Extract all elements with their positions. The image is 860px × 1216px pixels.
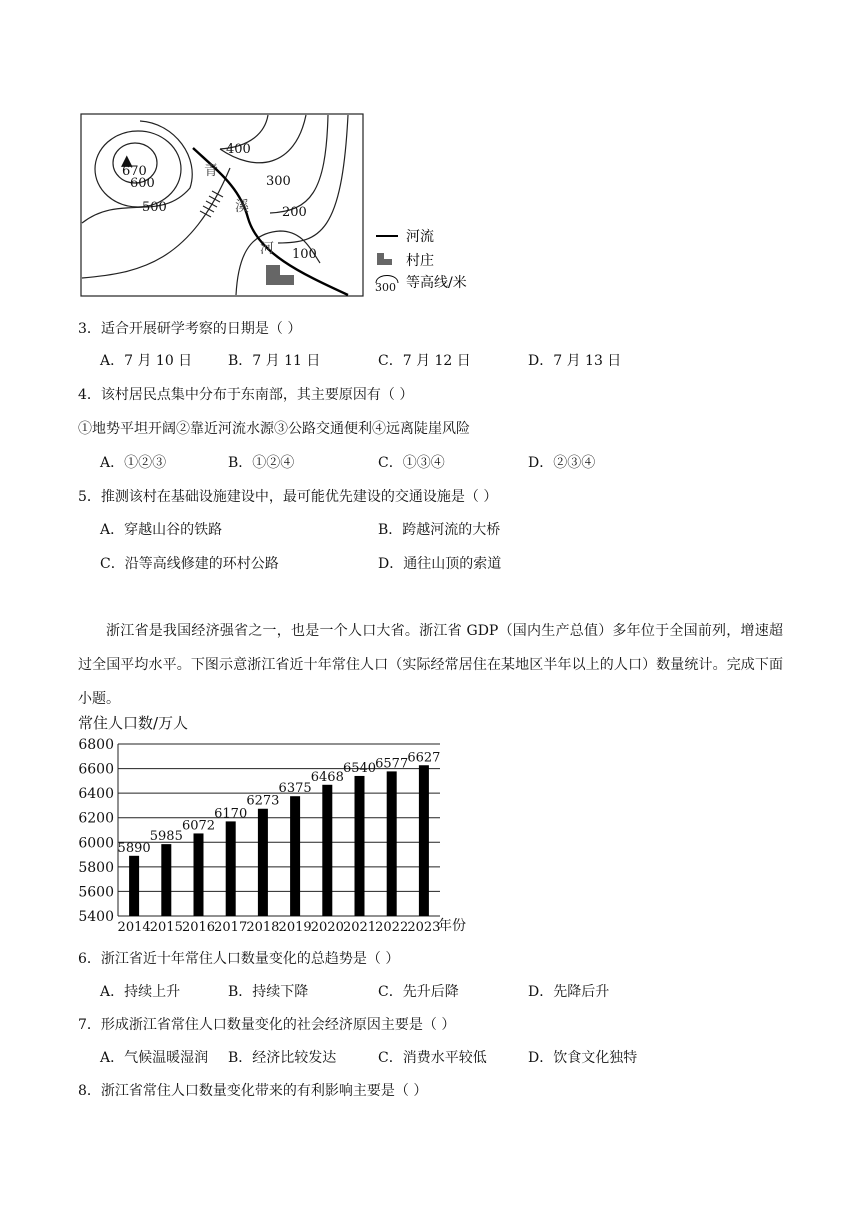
topographic-map <box>80 113 490 299</box>
bar-value-label: 6273 <box>246 793 280 809</box>
zhejiang-intro-paragraph: 浙江省是我国经济强省之一，也是一个人口大省。浙江省 GDP（国内生产总值）多年位于全国前列，增速超过全国平均水平。下图示意浙江省近十年常住人口（实际经常居住在某地区半年以上的人口）数量统计。完成下面小题。 <box>78 623 783 707</box>
chart-y-axis-label: 常住人口数/万人 <box>78 714 189 732</box>
question-5-stem: 5．推测该村在基础设施建设中，最可能优先建设的交通设施是（ ） <box>78 489 498 505</box>
bar-2014 <box>129 856 139 916</box>
x-tick-label: 2023 <box>407 920 441 935</box>
bar-value-label: 6577 <box>375 756 409 772</box>
label-100: 100 <box>292 247 317 262</box>
bar-value-label: 6540 <box>342 760 377 776</box>
bar-value-label: 6072 <box>181 818 216 834</box>
q4-option-a[interactable]: A．①②③ <box>100 455 167 471</box>
bar-value-label: 6375 <box>278 781 312 797</box>
q3-option-c[interactable]: C．7 月 12 日 <box>378 353 471 369</box>
q4-option-c[interactable]: C．①③④ <box>378 455 445 471</box>
legend-village-icon <box>377 253 392 265</box>
bar-value-label: 5985 <box>149 829 183 845</box>
q4-option-d[interactable]: D．②③④ <box>528 455 596 471</box>
y-tick-label: 6400 <box>78 786 114 803</box>
q4-option-b[interactable]: B．①②④ <box>228 455 295 471</box>
question-3-stem: 3．适合开展研学考察的日期是（ ） <box>78 321 302 337</box>
legend-river-label: 河流 <box>406 229 434 245</box>
bar-2022 <box>387 771 397 916</box>
x-tick-label: 2018 <box>246 920 280 935</box>
q5-option-b[interactable]: B．跨越河流的大桥 <box>378 522 501 538</box>
q5-option-d[interactable]: D．通往山顶的索道 <box>378 556 502 572</box>
question-8-stem: 8．浙江省常住人口数量变化带来的有利影响主要是（ ） <box>78 1083 428 1099</box>
q7-option-d[interactable]: D．饮食文化独特 <box>528 1050 638 1066</box>
label-200: 200 <box>282 205 307 220</box>
y-tick-label: 5400 <box>78 909 114 925</box>
river-char-he: 河 <box>260 241 274 257</box>
question-4-stem: 4．该村居民点集中分布于东南部，其主要原因有（ ） <box>78 387 414 403</box>
q3-option-b[interactable]: B．7 月 11 日 <box>228 353 321 369</box>
bar-value-label: 6468 <box>310 769 344 785</box>
label-600: 600 <box>130 176 155 191</box>
bar-value-label: 6627 <box>407 750 441 766</box>
x-tick-label: 2015 <box>149 920 183 935</box>
bar-2018 <box>258 809 268 916</box>
q6-option-d[interactable]: D．先降后升 <box>528 984 610 1000</box>
legend-contour-label: 等高线/米 <box>406 275 467 291</box>
y-tick-label: 6600 <box>78 761 114 778</box>
x-tick-label: 2022 <box>375 920 409 935</box>
bar-2023 <box>419 765 429 916</box>
label-400: 400 <box>226 142 251 157</box>
q7-option-a[interactable]: A．气候温暖湿润 <box>100 1050 209 1066</box>
chart-x-axis-label: 年份 <box>438 918 466 934</box>
question-7-stem: 7．形成浙江省常住人口数量变化的社会经济原因主要是（ ） <box>78 1017 456 1033</box>
q5-option-a[interactable]: A．穿越山谷的铁路 <box>100 522 223 538</box>
q7-option-c[interactable]: C．消费水平较低 <box>378 1050 487 1066</box>
y-tick-label: 6000 <box>78 835 114 852</box>
label-670: 670 <box>122 164 147 179</box>
river-char-xi: 溪 <box>235 199 249 215</box>
bar-2017 <box>226 821 236 916</box>
y-tick-label: 5800 <box>78 859 114 876</box>
x-tick-label: 2021 <box>342 920 377 935</box>
y-tick-label: 5600 <box>78 884 114 901</box>
population-bar-chart <box>74 712 494 936</box>
q3-option-a[interactable]: A．7 月 10 日 <box>100 353 193 369</box>
river-char-qing: 青 <box>204 163 218 179</box>
x-tick-label: 2017 <box>214 920 248 935</box>
x-tick-label: 2016 <box>181 920 216 935</box>
q7-option-b[interactable]: B．经济比较发达 <box>228 1050 337 1066</box>
q6-option-b[interactable]: B．持续下降 <box>228 984 309 1000</box>
legend-contour-sample: 300 <box>375 281 396 294</box>
q3-option-d[interactable]: D．7 月 13 日 <box>528 353 622 369</box>
y-tick-label: 6200 <box>78 810 114 827</box>
x-tick-label: 2019 <box>278 920 312 935</box>
question-4-reasons: ①地势平坦开阔②靠近河流水源③公路交通便利④远离陡崖风险 <box>78 421 470 437</box>
label-300: 300 <box>266 174 291 189</box>
x-tick-label: 2014 <box>117 920 151 935</box>
q6-option-c[interactable]: C．先升后降 <box>378 984 459 1000</box>
bar-2016 <box>194 833 204 916</box>
label-500: 500 <box>142 200 167 215</box>
bar-value-label: 6170 <box>214 806 248 822</box>
bar-2020 <box>322 785 332 916</box>
y-tick-label: 6800 <box>78 737 114 753</box>
bar-value-label: 5890 <box>117 840 151 856</box>
legend-village-label: 村庄 <box>406 253 434 269</box>
x-tick-label: 2020 <box>310 920 344 935</box>
peak-icon: ▲ <box>121 151 133 169</box>
q6-option-a[interactable]: A．持续上升 <box>100 984 181 1000</box>
bar-2021 <box>355 776 365 916</box>
bar-2019 <box>290 796 300 916</box>
question-6-stem: 6．浙江省近十年常住人口数量变化的总趋势是（ ） <box>78 951 400 967</box>
bar-2015 <box>161 844 171 916</box>
q5-option-c[interactable]: C．沿等高线修建的环村公路 <box>100 556 279 572</box>
